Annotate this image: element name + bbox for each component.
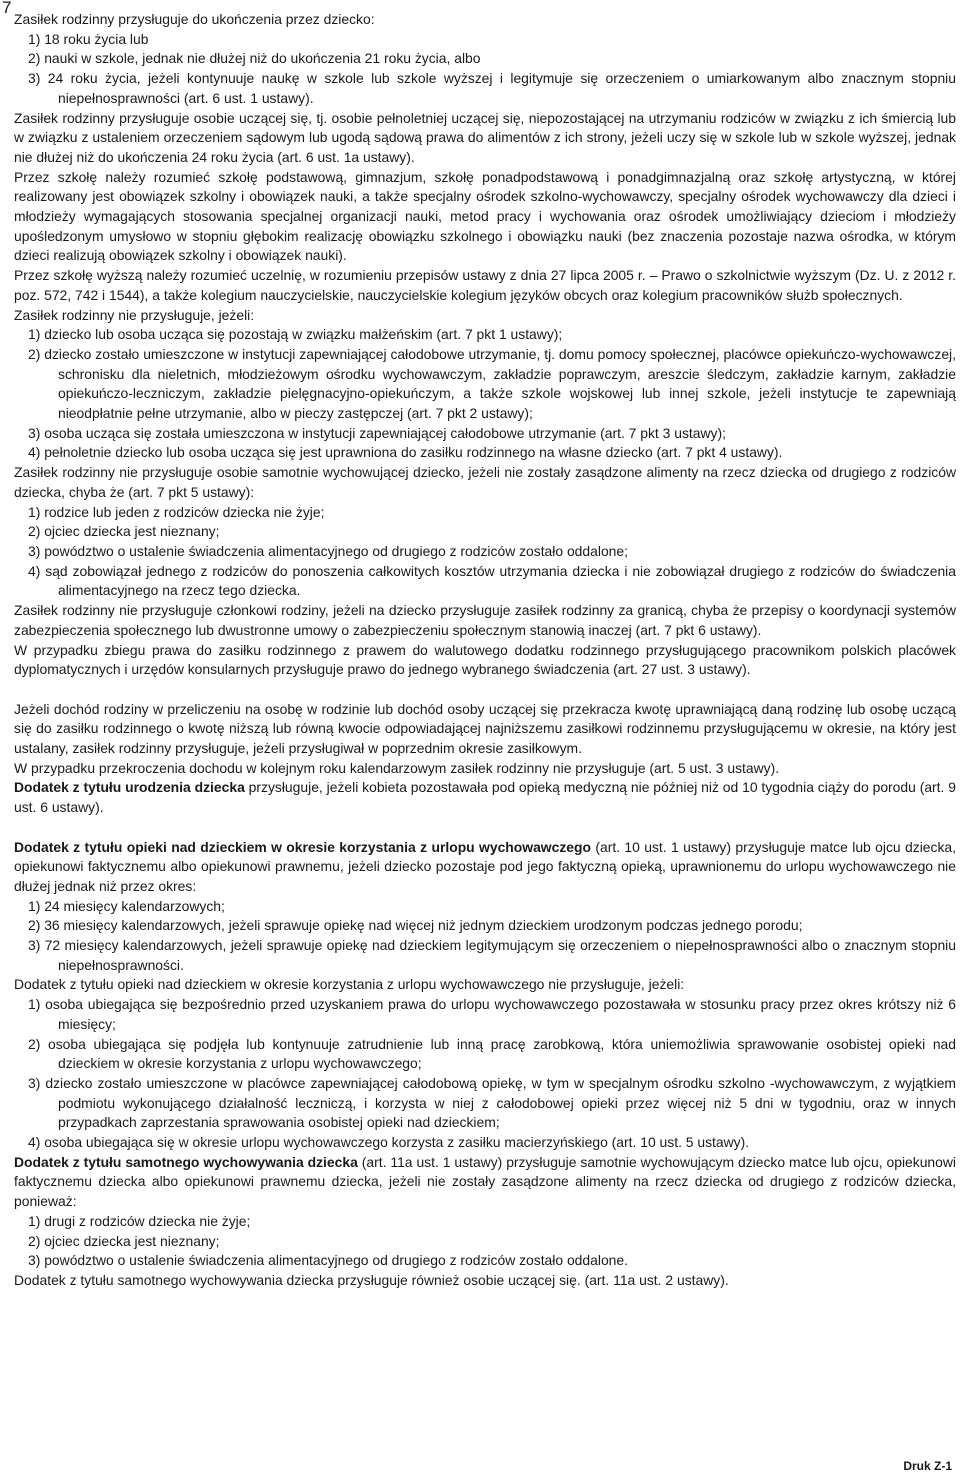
list-item: 2) dziecko zostało umieszczone w instytucji zapewniającej całodobowe utrzymanie, tj. domu pomocy społecznej, placówce opiekuńczo-wychowawczej, schronisku dla nieletnich, młodzieżowym ośrodku wychowawczym, zakładzie poprawczym, areszcie śledczym, zakładzie karnym, zakładzie opiekuńczo-leczniczym, zakładzie pielęgnacyjno-opiekuńczym, a także szkole wojskowej lub innej szkole, jeżeli instytucje te zapewniają nieodpłatnie pełne utrzymanie, albo w pieczy zastępczej (art. 7 pkt 2 ustawy); [28,345,956,422]
single-parent-allowance-heading: Dodatek z tytułu samotnego wychowywania dziecka [14,1153,358,1170]
list-item: 3) powództwo o ustalenie świadczenia alimentacyjnego od drugiego z rodziców zostało oddalone. [28,1252,628,1269]
list-item: 1) drugi z rodziców dziecka nie żyje; [28,1212,251,1229]
document-body [14,10,956,1291]
list-item: 1) rodzice lub jeden z rodziców dziecka nie żyje; [28,503,325,520]
list-item: 4) pełnoletnie dziecko lub osoba ucząca się jest uprawniona do zasiłku rodzinnego na własne dziecko (art. 7 pkt 4 ustawy). [28,444,783,461]
age-limit-intro: Zasiłek rodzinny przysługuje do ukończenia przez dziecko: [14,11,375,27]
list-item: 3) 72 miesięcy kalendarzowych, jeżeli sprawuje opiekę nad dzieckiem legitymującym się orzeczeniem o niepełnosprawności albo o znacznym stopniu niepełnosprawności. [28,937,956,973]
list-item: 2) ojciec dziecka jest nieznany; [28,1232,220,1249]
list-item: 3) 24 roku życia, jeżeli kontynuuje naukę w szkole lub szkole wyższej i legitymuje się orzeczeniem o umiarkowanym albo znacznym stopniu niepełnosprawności (art. 6 ust. 1 ustawy). [28,70,956,106]
list-item: 1) dziecko lub osoba ucząca się pozostają w związku małżeńskim (art. 7 pkt 1 ustawy); [28,326,563,343]
parental-leave-paragraph [14,838,956,897]
list-item: 4) sąd zobowiązał jednego z rodziców do ponoszenia całkowitych kosztów utrzymania dziecka i nie zobowiązał drugiego z rodziców do świadczenia alimentacyjnego na rzecz tego dziecka. [28,562,956,599]
list-item: 2) ojciec dziecka jest nieznany; [28,523,220,540]
parental-leave-text: (art. 10 ust. 1 ustawy) przysługuje matce lub ojcu dziecka, opiekunowi faktycznemu albo opiekunowi prawnemu, jeżeli dziecko pozostaje pod jego faktyczną opieką, uprawnionemu do urlopu wychowawczego nie dłużej jednak niż przez okres: [14,838,956,894]
parental-leave-exclusions-intro: Dodatek z tytułu opieki nad dzieckiem w okresie korzystania z urlopu wychowawczego nie przysługuje, jeżeli: [14,976,685,993]
list-item: 1) 24 miesięcy kalendarzowych; [28,897,225,914]
birth-allowance-paragraph [14,778,956,817]
single-parent-allowance-paragraph [14,1153,956,1212]
birth-allowance-heading: Dodatek z tytułu urodzenia dziecka [14,779,245,796]
exclusions-intro: Zasiłek rodzinny nie przysługuje, jeżeli: [14,306,255,323]
list-item: 2) 36 miesięcy kalendarzowych, jeżeli sprawuje opiekę nad więcej niż jednym dzieckiem urodzonym podczas jednego porodu; [28,917,803,934]
income-exceed-paragraph: W przypadku przekroczenia dochodu w kolejnym roku kalendarzowym zasiłek rodzinny nie przysługuje (art. 5 ust. 3 ustawy). [14,759,780,776]
single-parent-intro: Zasiłek rodzinny nie przysługuje osobie samotnie wychowującej dziecko, jeżeli nie zostały zasądzone alimenty na rzecz dziecka od drugiego z rodziców dziecka, chyba że (art. 7 pkt 5 ustawy): [14,464,956,500]
parental-leave-heading: Dodatek z tytułu opieki nad dzieckiem w okresie korzystania z urlopu wychowawczego [14,838,591,855]
single-parent-final-paragraph: Dodatek z tytułu samotnego wychowywania dziecka przysługuje również osobie uczącej się. (art. 11a ust. 2 ustawy). [14,1271,729,1288]
single-parent-allowance-text: (art. 11a ust. 1 ustawy) przysługuje samotnie wychowującym dziecko matce lub ojcu, opiekunowi faktycznemu dziecka albo opiekunowi prawnemu dziecka, jeżeli nie zostały zasądzone alimenty na rzecz dziecka od drugiego z rodziców dziecka, ponieważ: [14,1153,956,1210]
list-item: 1) osoba ubiegająca się bezpośrednio przed uzyskaniem prawa do urlopu wychowawczego pozostawała w stosunku pracy przez okres krótszy niż 6 miesięcy; [28,996,956,1032]
form-code-footer: Druk Z-1 [903,1459,952,1473]
concurrence-paragraph: W przypadku zbiegu prawa do zasiłku rodzinnego z prawem do walutowego dodatku rodzinnego przysługującego pracownikom polskich placówek dyplomatycznych i urzędów konsularnych przysługuje prawo do jednego wybranego świadczenia (art. 27 ust. 3 ustawy). [14,641,956,678]
page-number: 7 [2,0,12,17]
list-item: 2) osoba ubiegająca się podjęła lub kontynuuje zatrudnienie lub inną pracę zarobkową, która uniemożliwia sprawowanie osobistej opieki nad dzieckiem w okresie korzystania z urlopu wychowawczego; [28,1035,956,1072]
school-definition-paragraph: Przez szkołę należy rozumieć szkołę podstawową, gimnazjum, szkołę ponadpodstawową i ponadgimnazjalną oraz szkołę artystyczną, w której realizowany jest obowiązek szkolny i obowiązek nauki, a także specjalny ośrodek szkolno-wychowawczy, specjalny ośrodek wychowawczy dla dzieci i młodzieży wymagających stosowania specjalnej organizacji nauki, metod pracy i wychowania oraz ośrodek umożliwiający dzieciom i młodzieży upośledzonym umysłowo w stopniu głębokim realizację obowiązku szkolnego i obowiązku nauki (bez znaczenia pozostaje nazwa ośrodka, w którym dzieci realizują obowiązek szkolny i obowiązek nauki). [14,168,956,264]
list-item: 4) osoba ubiegająca się w okresie urlopu wychowawczego korzysta z zasiłku macierzyńskiego (art. 10 ust. 5 ustawy). [28,1134,750,1151]
birth-allowance-text: przysługuje, jeżeli kobieta pozostawała pod opieką medyczną nie później niż od 10 tygodnia ciąży do porodu (art. 9 ust. 6 ustawy). [14,779,956,816]
list-item: 3) dziecko zostało umieszczone w placówce zapewniającej całodobową opiekę, w tym w specjalnym ośrodku szkolno -wychowawczym, z wyjątkiem podmiotu wykonującego działalność leczniczą, i korzysta w niej z całodobowej opieki przez więcej niż 5 dni w tygodniu, oraz w innych przypadkach zaprzestania sprawowania osobistej opieki nad dzieckiem; [28,1074,956,1131]
income-paragraph: Jeżeli dochód rodziny w przeliczeniu na osobę w rodzinie lub dochód osoby uczącej się przekracza kwotę uprawniającą daną rodzinę lub osobę uczącą się do zasiłku rodzinnego o kwotę niższą lub równą kwocie odpowiadającej najniższemu zasiłkowi rodzinnemu przysługującemu w okresie, na który jest ustalany, zasiłek rodzinny przysługuje, jeżeli przysługiwał w poprzednim okresie zasiłkowym. [14,700,956,756]
list-item: 2) nauki w szkole, jednak nie dłużej niż do ukończenia 21 roku życia, albo [28,50,481,67]
list-item: 3) powództwo o ustalenie świadczenia alimentacyjnego od drugiego z rodziców zostało oddalone; [28,542,628,559]
higher-school-paragraph: Przez szkołę wyższą należy rozumieć uczelnię, w rozumieniu przepisów ustawy z dnia 27 lipca 2005 r. – Prawo o szkolnictwie wyższym (Dz. U. z 2012 r. poz. 572, 742 i 1544), a także kolegium nauczycielskie, nauczycielskie kolegium języków obcych oraz kolegium pracowników służb społecznych. [14,267,956,303]
list-item: 3) osoba ucząca się została umieszczona w instytucji zapewniającej całodobowe utrzymanie (art. 7 pkt 3 ustawy); [28,424,726,441]
learning-person-paragraph: Zasiłek rodzinny przysługuje osobie uczącej się, tj. osobie pełnoletniej uczącej się, niepozostającej na utrzymaniu rodziców w związku z ich śmiercią lub w związku z ustaleniem orzeczeniem sądowym lub ugodą sądową prawa do alimentów z ich strony, jeżeli uczy się w szkole lub w szkole wyższej, jednak nie dłużej niż do ukończenia 24 roku życia (art. 6 ust. 1a ustawy). [14,109,956,165]
abroad-paragraph: Zasiłek rodzinny nie przysługuje członkowi rodziny, jeżeli na dziecko przysługuje zasiłek rodzinny za granicą, chyba że przepisy o koordynacji systemów zabezpieczenia społecznego lub dwustronne umowy o zabezpieczeniu społecznym stanowią inaczej (art. 7 pkt 6 ustawy). [14,602,956,638]
list-item: 1) 18 roku życia lub [28,30,149,47]
